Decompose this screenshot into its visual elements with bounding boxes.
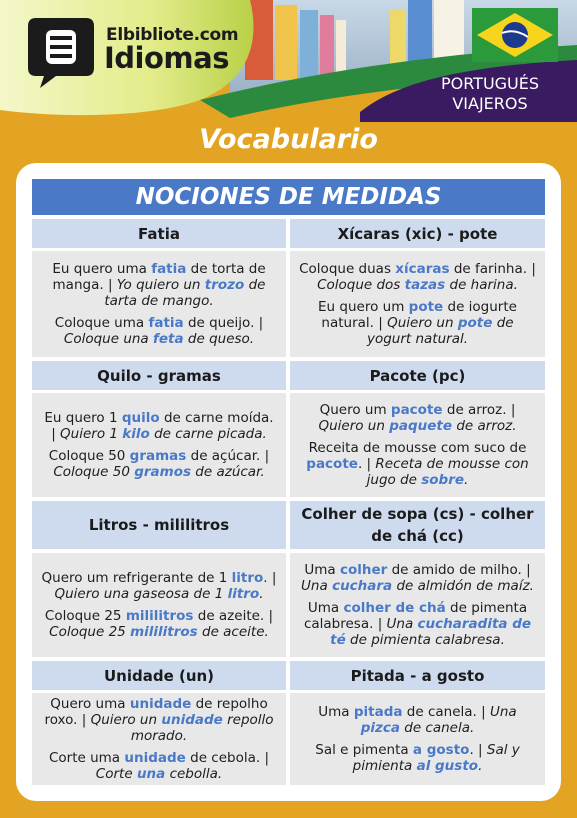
highlighted-word: unidade [161,712,223,728]
example-text: Uma [304,562,340,578]
example-text: | Coloque 50 [53,448,270,480]
highlighted-word: pote [408,299,444,315]
example-text: | Receta de mousse con jugo de [366,456,529,488]
example-text: | Una [481,704,517,720]
example-text: Corte uma [48,750,125,766]
example-text: | Sal y pimienta [352,742,520,774]
example-text: de carne moída. [159,410,274,426]
highlighted-word: colher [339,562,388,578]
example-sentence [40,608,278,640]
highlighted-word: sobre [421,472,465,488]
row1-body-right [290,251,545,357]
example-text: de pimenta calabresa. [303,600,528,632]
example-text: de canela. [399,720,475,736]
example-sentence [298,704,537,736]
highlighted-word: al gusto [416,758,479,774]
example-text: Eu quero 1 [44,410,122,426]
example-text: de farinha. [449,261,528,277]
example-text: | Una [377,616,418,632]
highlighted-word: cucharadita de té [330,616,532,648]
example-text: | Quiero una gaseosa de 1 [54,570,277,602]
example-text: de almidón de maíz. [392,578,534,594]
highlighted-word: pizca [360,720,400,736]
example-sentence [298,562,537,594]
example-text: Coloque uma [54,315,149,331]
highlighted-word: gramas [129,448,187,464]
example-text: . [259,586,264,602]
highlighted-word: trozo [204,277,245,293]
example-text: Receita de mousse com suco de [308,440,527,456]
highlighted-word: litro [231,570,264,586]
row4-head-right: Pitada - a gosto [290,661,545,690]
spanish-translation [367,456,529,488]
highlighted-word: xícaras [395,261,450,277]
example-sentence [298,440,537,488]
row4-body-right [290,693,545,785]
highlighted-word: feta [153,331,184,347]
example-text: . [464,472,469,488]
logo-icon [26,16,96,88]
highlighted-word: fatia [148,315,184,331]
row2-head-right: Pacote (pc) [290,361,545,390]
highlighted-word: pacote [390,402,443,418]
portuguese-sentence [45,608,264,624]
row1-head-right: Xícaras (xic) - pote [290,219,545,248]
example-text: | Quiero 1 [51,426,123,442]
highlighted-word: cuchara [332,578,393,594]
example-sentence [40,570,278,602]
example-text: | Una [301,562,531,594]
example-text: de queijo. [183,315,255,331]
spanish-translation [51,426,267,442]
example-sentence [298,402,537,434]
portuguese-sentence [55,315,255,331]
example-text: | Yo quiero un [107,277,205,293]
example-text: de torta de manga. [52,261,266,293]
example-text: de yogurt natural. [366,315,514,347]
example-text: | Quiero un [378,315,458,331]
highlighted-word: paquete [389,418,453,434]
example-text: de cebola. [185,750,261,766]
example-text: de canela. [402,704,477,720]
example-sentence [298,600,537,648]
example-text: de arroz. [442,402,507,418]
portuguese-sentence [42,570,268,586]
row3-body-left [32,553,286,657]
example-text: . [357,456,363,472]
highlighted-word: tazas [404,277,446,293]
example-text: Quero um refrigerante de 1 [41,570,232,586]
example-text: de aceite. [197,624,269,640]
portuguese-sentence [49,448,261,464]
highlighted-word: pote [457,315,493,331]
row1-head-left: Fatia [32,219,286,248]
portuguese-sentence [304,562,521,578]
brand-site: Elbibliote.com [106,25,239,45]
example-text: Quero um [319,402,391,418]
row2-body-left [32,393,286,497]
example-text: de tarta de mango. [104,277,266,309]
example-text: de carne picada. [149,426,267,442]
example-text: Coloque 50 [48,448,130,464]
example-text: Eu quero uma [52,261,152,277]
row3-body-right [290,553,545,657]
row3-head-right: Colher de sopa (cs) - colher de chá (cc) [290,501,545,549]
example-text: de arroz. [452,418,517,434]
example-text: | Quiero un [81,712,162,728]
example-text: de amido de milho. [387,562,522,578]
highlighted-word: mililitros [130,624,198,640]
example-text: cebolla. [165,766,223,782]
spanish-translation [82,712,274,744]
example-sentence [298,299,537,347]
example-text: de queso. [183,331,255,347]
row2-body-right [290,393,545,497]
row4-head-left: Unidade (un) [32,661,286,690]
example-text: | Coloque dos [317,261,536,293]
portuguese-sentence [320,402,507,418]
example-text: | Quiero un [318,402,516,434]
portuguese-sentence [318,704,477,720]
example-sentence [40,750,278,782]
example-text: | Corte [95,750,270,782]
example-text: de repolho roxo. [44,696,268,728]
example-text: de azeite. [193,608,265,624]
brazil-flag-icon [472,8,558,62]
example-text: Coloque duas [299,261,396,277]
row3-head-left: Litros - mililitros [32,501,286,549]
example-text: de azúcar. [191,464,265,480]
example-text: Eu quero um [318,299,409,315]
highlighted-word: gramos [134,464,192,480]
example-text: repollo morado. [130,712,274,744]
row4-body-left [32,693,286,785]
example-text: | Coloque una [63,315,264,347]
brand-name: Idiomas [104,41,229,75]
highlighted-word: colher de chá [343,600,446,616]
example-text: Sal e pimenta [315,742,413,758]
highlighted-word: fatia [151,261,187,277]
spanish-translation [104,277,265,309]
portuguese-sentence [44,410,273,426]
row2-head-left: Quilo - gramas [32,361,286,390]
course-language: PORTUGUÉS [440,74,540,93]
example-text: Coloque 25 [44,608,126,624]
highlighted-word: quilo [121,410,160,426]
highlighted-word: pacote [306,456,358,472]
example-text: | Coloque 25 [49,608,274,640]
highlighted-word: una [136,766,166,782]
spanish-translation [367,315,514,347]
example-text: Uma [307,600,344,616]
header [0,0,577,122]
example-text: . [263,570,268,586]
example-text: de harina. [445,277,518,293]
highlighted-word: mililitros [125,608,194,624]
portuguese-sentence [299,261,527,277]
highlighted-word: litro [227,586,260,602]
portuguese-sentence [49,750,260,766]
table-title: NOCIONES DE MEDIDAS [32,179,545,215]
example-sentence [40,696,278,744]
example-sentence [40,410,278,442]
example-sentence [298,742,537,774]
example-sentence [298,261,537,293]
example-text: Uma [318,704,354,720]
example-text: de açúcar. [186,448,261,464]
highlighted-word: unidade [124,750,186,766]
highlighted-word: unidade [129,696,192,712]
portuguese-sentence [315,742,473,758]
highlighted-word: a gosto [412,742,470,758]
highlighted-word: kilo [122,426,150,442]
example-text: Quero uma [50,696,130,712]
example-sentence [40,448,278,480]
example-sentence [40,261,278,309]
row1-body-left [32,251,286,357]
highlighted-word: pitada [353,704,403,720]
example-sentence [40,315,278,347]
example-text: . [478,758,483,774]
page-title: Vocabulario [199,124,378,155]
example-text: de pimienta calabresa. [345,632,505,648]
course-level: VIAJEROS [452,94,528,113]
example-text: de iogurte natural. [321,299,517,331]
example-text: . [469,742,474,758]
